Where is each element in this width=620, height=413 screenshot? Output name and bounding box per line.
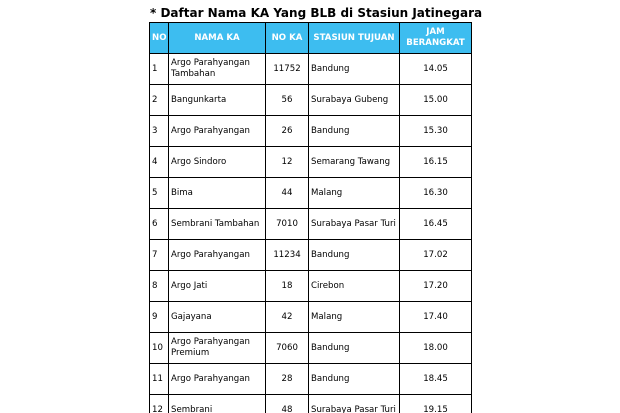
cell-no: 5 — [150, 178, 169, 209]
cell-stasiun-tujuan: Cirebon — [309, 271, 400, 302]
table-row — [150, 364, 472, 395]
cell-no-ka: 56 — [266, 85, 309, 116]
cell-nama-ka: Gajayana — [169, 302, 266, 333]
cell-stasiun-tujuan: Bandung — [309, 240, 400, 271]
header-nama-ka: NAMA KA — [169, 23, 266, 54]
cell-nama-ka: Argo Parahyangan — [169, 364, 266, 395]
table-header-row — [150, 23, 472, 54]
cell-nama-ka: Argo Jati — [169, 271, 266, 302]
header-no: NO — [150, 23, 169, 54]
cell-jam-berangkat: 16.30 — [400, 178, 472, 209]
cell-jam-berangkat: 16.15 — [400, 147, 472, 178]
cell-no-ka: 44 — [266, 178, 309, 209]
cell-no-ka: 11234 — [266, 240, 309, 271]
cell-no: 7 — [150, 240, 169, 271]
table-row — [150, 178, 472, 209]
cell-no: 10 — [150, 333, 169, 364]
cell-jam-berangkat: 17.20 — [400, 271, 472, 302]
page-title: * Daftar Nama KA Yang BLB di Stasiun Jatinegara — [150, 6, 483, 20]
cell-jam-berangkat: 15.30 — [400, 116, 472, 147]
cell-nama-ka: Bima — [169, 178, 266, 209]
cell-no-ka: 48 — [266, 395, 309, 413]
cell-no: 6 — [150, 209, 169, 240]
cell-stasiun-tujuan: Surabaya Gubeng — [309, 85, 400, 116]
cell-stasiun-tujuan: Bandung — [309, 364, 400, 395]
table-row — [150, 147, 472, 178]
cell-no-ka: 18 — [266, 271, 309, 302]
cell-no-ka: 11752 — [266, 54, 309, 85]
cell-jam-berangkat: 14.05 — [400, 54, 472, 85]
cell-nama-ka: Argo Sindoro — [169, 147, 266, 178]
cell-nama-ka: Argo Parahyangan — [169, 116, 266, 147]
table-row — [150, 116, 472, 147]
cell-nama-ka: Sembrani — [169, 395, 266, 413]
table-row — [150, 395, 472, 413]
cell-jam-berangkat: 17.02 — [400, 240, 472, 271]
cell-nama-ka: Bangunkarta — [169, 85, 266, 116]
cell-stasiun-tujuan: Bandung — [309, 333, 400, 364]
table-row — [150, 209, 472, 240]
cell-nama-ka: Argo Parahyangan — [169, 240, 266, 271]
cell-no: 8 — [150, 271, 169, 302]
cell-no: 2 — [150, 85, 169, 116]
cell-stasiun-tujuan: Surabaya Pasar Turi — [309, 209, 400, 240]
cell-no-ka: 12 — [266, 147, 309, 178]
cell-nama-ka: Argo Parahyangan Premium — [169, 333, 266, 364]
cell-no: 1 — [150, 54, 169, 85]
table-row — [150, 54, 472, 85]
cell-jam-berangkat: 18.45 — [400, 364, 472, 395]
cell-no-ka: 7060 — [266, 333, 309, 364]
train-schedule-table — [149, 22, 472, 413]
header-jam-berangkat: JAM BERANGKAT — [400, 23, 472, 54]
cell-jam-berangkat: 18.00 — [400, 333, 472, 364]
cell-jam-berangkat: 15.00 — [400, 85, 472, 116]
cell-jam-berangkat: 19.15 — [400, 395, 472, 413]
cell-no-ka: 28 — [266, 364, 309, 395]
cell-stasiun-tujuan: Malang — [309, 178, 400, 209]
table-row — [150, 85, 472, 116]
cell-stasiun-tujuan: Surabaya Pasar Turi — [309, 395, 400, 413]
cell-jam-berangkat: 17.40 — [400, 302, 472, 333]
table-row — [150, 333, 472, 364]
cell-nama-ka: Sembrani Tambahan — [169, 209, 266, 240]
cell-stasiun-tujuan: Malang — [309, 302, 400, 333]
cell-no-ka: 7010 — [266, 209, 309, 240]
header-stasiun-tujuan: STASIUN TUJUAN — [309, 23, 400, 54]
cell-no: 4 — [150, 147, 169, 178]
cell-stasiun-tujuan: Bandung — [309, 54, 400, 85]
cell-stasiun-tujuan: Bandung — [309, 116, 400, 147]
cell-jam-berangkat: 16.45 — [400, 209, 472, 240]
table-body — [150, 54, 472, 413]
cell-nama-ka: Argo Parahyangan Tambahan — [169, 54, 266, 85]
table-row — [150, 271, 472, 302]
cell-no: 11 — [150, 364, 169, 395]
header-no-ka: NO KA — [266, 23, 309, 54]
cell-no: 3 — [150, 116, 169, 147]
cell-no: 12 — [150, 395, 169, 413]
table-row — [150, 302, 472, 333]
cell-no: 9 — [150, 302, 169, 333]
table-row — [150, 240, 472, 271]
cell-no-ka: 26 — [266, 116, 309, 147]
cell-no-ka: 42 — [266, 302, 309, 333]
cell-stasiun-tujuan: Semarang Tawang — [309, 147, 400, 178]
